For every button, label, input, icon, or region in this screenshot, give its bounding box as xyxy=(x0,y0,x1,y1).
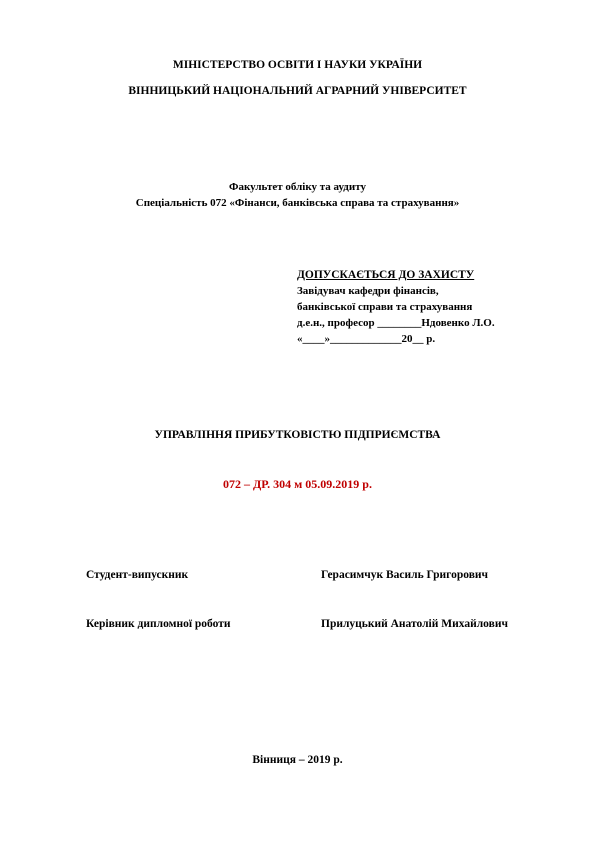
approval-position-line: Завідувач кафедри фінансів, xyxy=(297,285,439,297)
student-name: Герасимчук Василь Григорович xyxy=(321,569,489,581)
approval-block xyxy=(297,267,577,347)
supervisor-role: Керівник дипломної роботи xyxy=(86,618,231,630)
signature-row-supervisor xyxy=(86,616,566,632)
signature-row-student xyxy=(86,567,566,583)
faculty-name: Факультет обліку та аудиту xyxy=(229,181,366,193)
approval-date-line: «____»_____________20__ р. xyxy=(297,333,436,345)
ministry-title: МІНІСТЕРСТВО ОСВІТИ І НАУКИ УКРАЇНИ xyxy=(172,59,423,71)
approval-heading: ДОПУСКАЄТЬСЯ ДО ЗАХИСТУ xyxy=(297,269,475,281)
university-title: ВІННИЦЬКИЙ НАЦІОНАЛЬНИЙ АГРАРНИЙ УНІВЕРСИТЕТ xyxy=(128,85,467,97)
approval-department-line: банківської справи та страхування xyxy=(297,301,473,313)
work-code: 072 – ДР. 304 м 05.09.2019 р. xyxy=(223,477,372,491)
city-year: Вінниця – 2019 р. xyxy=(252,754,343,766)
approval-signature-line: д.е.н., професор ________Ндовенко Л.О. xyxy=(297,317,495,329)
specialty-name: Спеціальність 072 «Фінанси, банківська справа та страхування» xyxy=(135,197,460,209)
work-title: УПРАВЛІННЯ ПРИБУТКОВІСТЮ ПІДПРИЄМСТВА xyxy=(154,429,441,441)
supervisor-name: Прилуцький Анатолій Михайлович xyxy=(321,618,508,630)
student-role: Студент-випускник xyxy=(86,569,189,581)
